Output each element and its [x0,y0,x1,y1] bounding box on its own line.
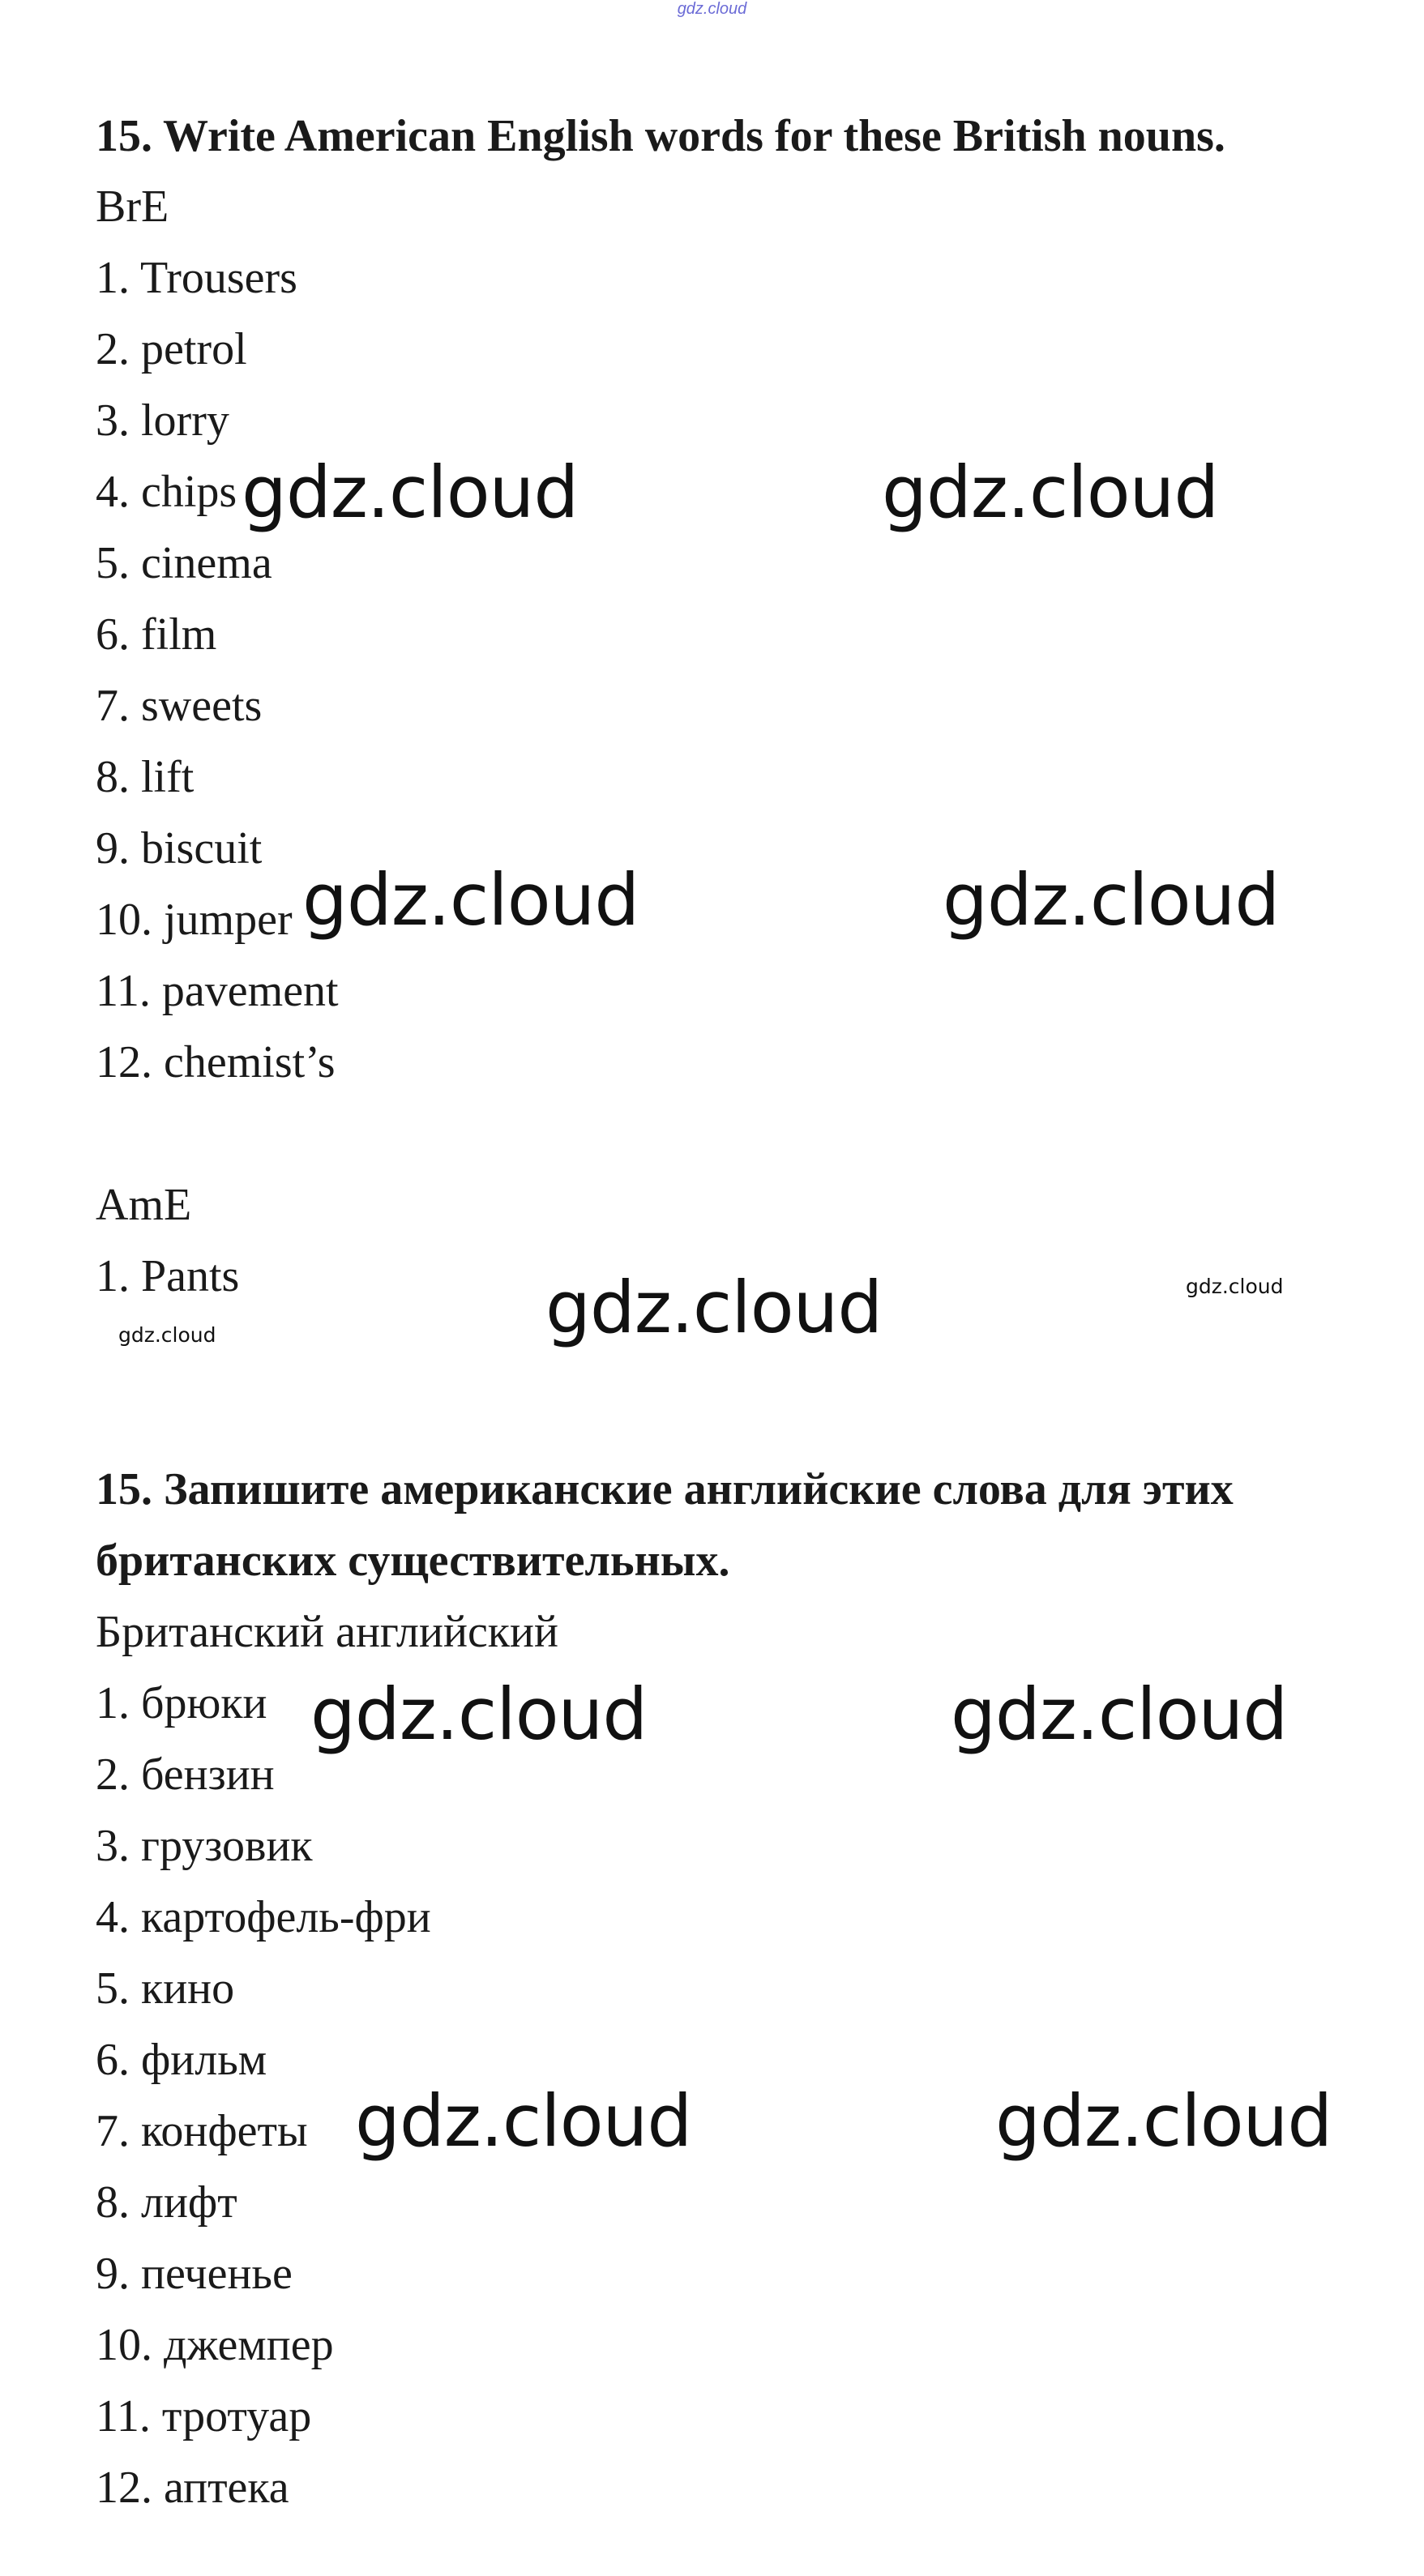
list-item: 1. Trousers [96,253,297,303]
watermark: gdz.cloud [943,858,1280,942]
list-item: 7. конфеты [96,2106,308,2156]
list-item: 9. biscuit [96,823,263,874]
watermark: gdz.cloud [302,858,639,942]
watermark-small: gdz.cloud [1186,1275,1284,1298]
watermark: gdz.cloud [545,1266,883,1349]
list-item: 12. chemist’s [96,1037,336,1087]
list-item: 6. фильм [96,2035,267,2085]
ame-list-item: 1. Pants [96,1251,240,1301]
list-item: 12. аптека [96,2463,289,2513]
watermark: gdz.cloud [882,451,1219,534]
list-item: 8. lift [96,752,195,802]
watermark: gdz.cloud [951,1672,1288,1756]
top-watermark: gdz.cloud [677,0,747,18]
bre-label: BrE [96,182,169,232]
list-item: 11. тротуар [96,2391,312,2441]
list-item: 6. film [96,609,217,660]
list-item: 5. кино [96,1963,235,2014]
watermark: gdz.cloud [310,1672,648,1756]
watermark: gdz.cloud [355,2079,692,2163]
list-item: 5. cinema [96,538,272,588]
sub-label-ru: Британский английский [96,1607,558,1657]
list-item: 9. печенье [96,2249,293,2299]
list-item: 10. джемпер [96,2320,334,2370]
list-item: 8. лифт [96,2177,237,2228]
list-item: 4. картофель-фри [96,1892,431,1942]
exercise-heading-en: 15. Write American English words for these British nouns. [96,111,1225,161]
list-item: 10. jumper [96,895,293,945]
exercise-heading-ru-line2: британских существительных. [96,1536,730,1586]
list-item: 7. sweets [96,681,263,731]
list-item: 11. pavement [96,966,339,1016]
list-item: 3. грузовик [96,1821,313,1871]
exercise-heading-ru-line1: 15. Запишите американские английские слова для этих [96,1464,1234,1514]
list-item: 3. lorry [96,395,229,446]
list-item: 2. petrol [96,324,247,374]
ame-label: AmE [96,1180,192,1230]
watermark-small: gdz.cloud [118,1323,216,1347]
list-item: 4. chips [96,467,237,517]
list-item: 2. бензин [96,1749,275,1800]
watermark: gdz.cloud [242,451,579,534]
watermark: gdz.cloud [995,2079,1332,2163]
list-item: 1. брюки [96,1678,267,1728]
